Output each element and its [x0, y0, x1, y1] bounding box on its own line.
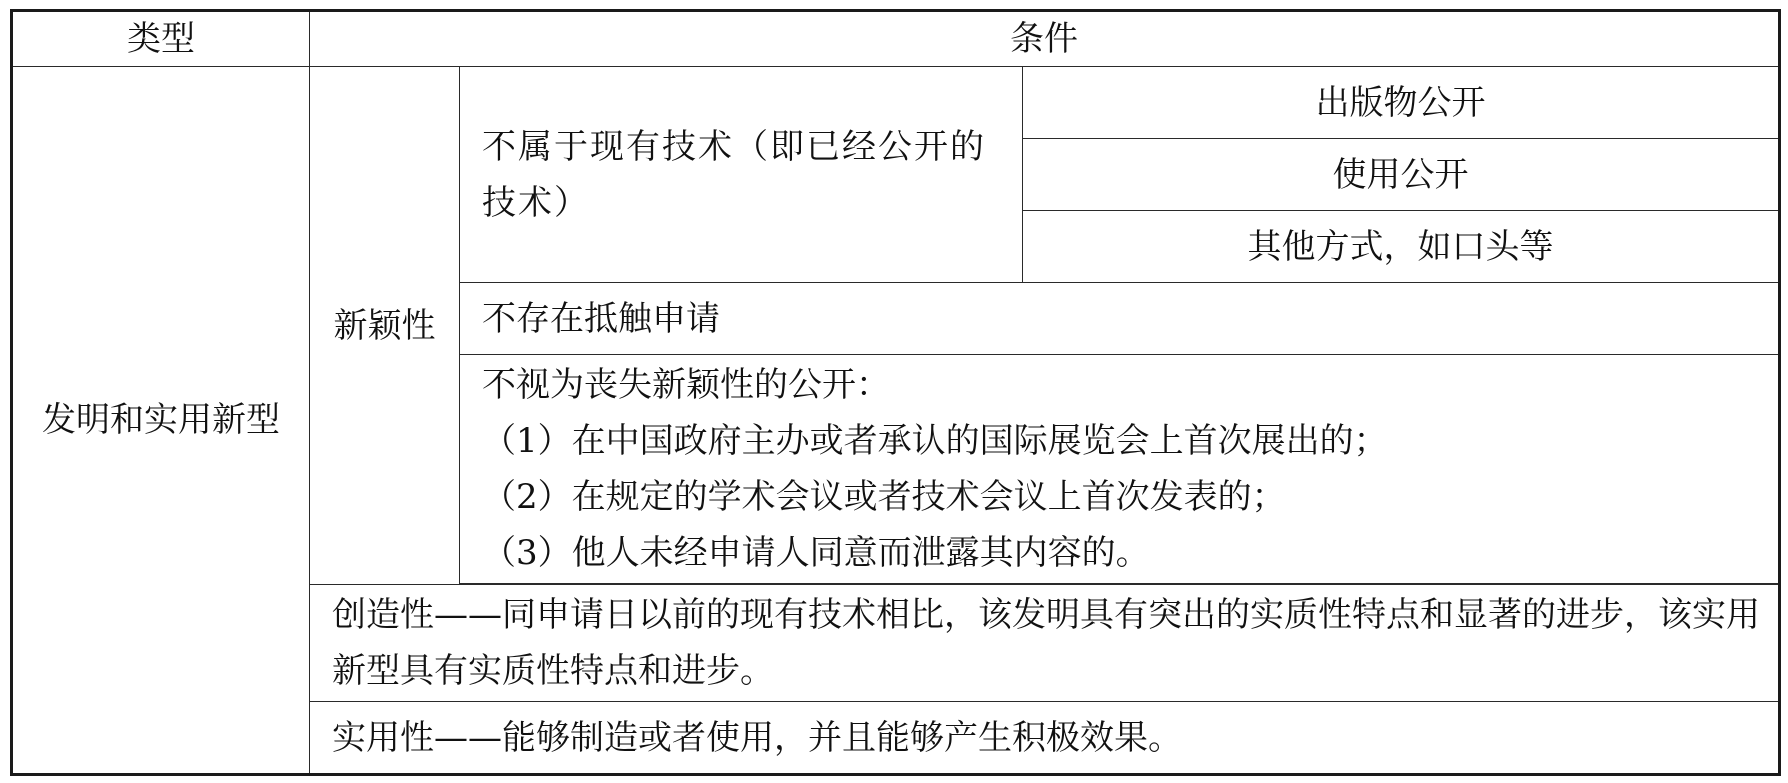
type-header: 类型 [12, 11, 310, 67]
grace-period-cell [460, 355, 1780, 584]
novelty-label: 新颖性 [310, 67, 460, 585]
prior-art-cell: 不属于现有技术（即已经公开的技术） [460, 67, 1023, 283]
invention-type-cell: 发明和实用新型 [12, 67, 310, 775]
grace-item: （3）他人未经申请人同意而泄露其内容的。 [482, 533, 1150, 573]
condition-header: 条件 [310, 11, 1780, 67]
prior-art-method: 使用公开 [1023, 139, 1780, 211]
prior-art-method: 出版物公开 [1023, 67, 1780, 139]
conditions-table [10, 9, 1781, 776]
practicality-cell: 实用性——能够制造或者使用，并且能够产生积极效果。 [310, 702, 1780, 775]
table-row [12, 67, 1780, 139]
grace-intro: 不视为丧失新颖性的公开： [482, 365, 890, 405]
grace-item: （1）在中国政府主办或者承认的国际展览会上首次展出的； [482, 421, 1388, 461]
grace-item: （2）在规定的学术会议或者技术会议上首次发表的； [482, 477, 1286, 517]
creativity-cell: 创造性——同申请日以前的现有技术相比，该发明具有突出的实质性特点和显著的进步，该实用新型具有实质性特点和进步。 [310, 585, 1780, 702]
no-conflict-cell: 不存在抵触申请 [460, 283, 1780, 355]
header-row [12, 11, 1780, 67]
prior-art-method: 其他方式，如口头等 [1023, 211, 1780, 283]
